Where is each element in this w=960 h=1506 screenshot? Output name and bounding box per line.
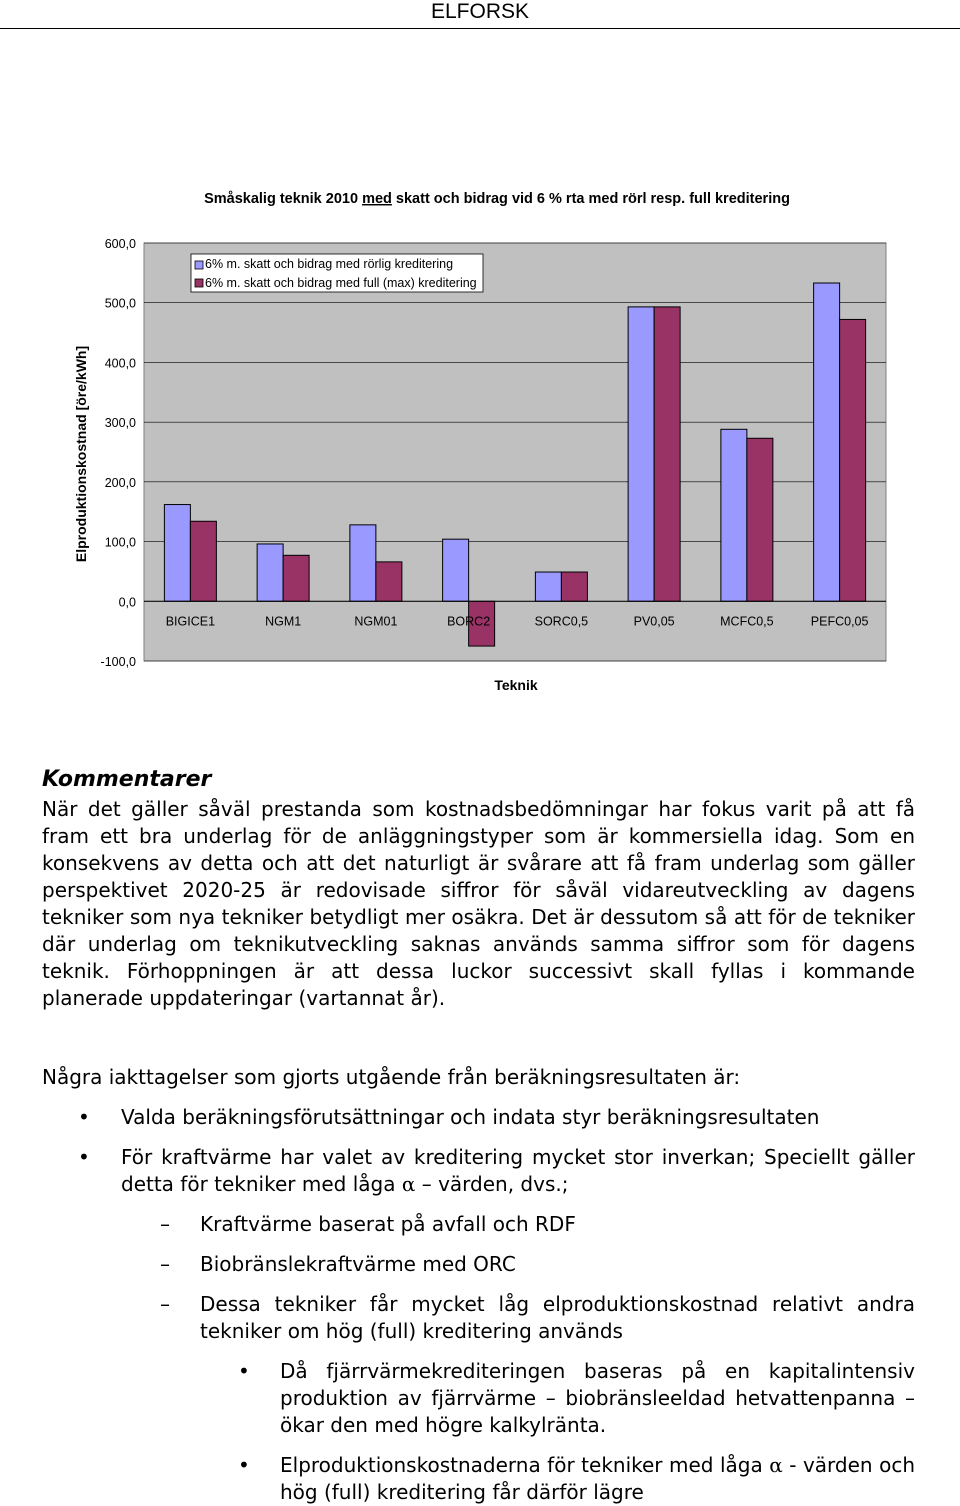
x-tick-label: BIGICE1 bbox=[165, 614, 216, 629]
comments-paragraph: När det gäller såväl prestanda som kostnadsbedömningar har fokus varit på att få fram ett bra underlag för de anläggningstyper som är kommersiella idag. Som en konsekvens av detta och att det naturligt är svårare att få fram underlag som gäller perspektivet 2020-25 är redovisade siffror för såväl vidareutveckling av dagens tekniker som nya tekniker betydligt mer osäkra. Det är dessutom så att för de tekniker där underlag om teknikutveckling saknas används samma siffror som för dagens teknik. Förhoppningen är att dessa luckor successivt skall fyllas i kommande planerade uppdateringar (vartannat år). bbox=[42, 797, 915, 1010]
x-axis-label: Teknik bbox=[494, 677, 538, 693]
plot-area bbox=[144, 243, 886, 661]
bullet-item-2: För kraftvärme har valet av kreditering mycket stor inverkan; Speciellt gäller detta för tekniker med låga α – värden, dvs.; bbox=[121, 1145, 915, 1196]
legend-swatch-series-1 bbox=[195, 261, 203, 269]
x-tick-label: NGM01 bbox=[354, 614, 398, 629]
bullet-item-1: Valda beräkningsförutsättningar och indata styr beräkningsresultaten bbox=[121, 1105, 820, 1129]
y-tick-label: 0,0 bbox=[118, 595, 136, 610]
sub-bullet-marker: • bbox=[238, 1359, 250, 1383]
dash-marker: – bbox=[160, 1252, 170, 1276]
y-tick-label: 400,0 bbox=[104, 356, 136, 371]
bar-full-pv005 bbox=[654, 307, 680, 601]
bar-rorlig-ngm1 bbox=[257, 544, 283, 601]
sub-bullet-item-1: Då fjärrvärmekrediteringen baseras på en kapitalintensiv produktion av fjärrvärme – biobränsleeldad hetvattenpanna – ökar den med högre kalkylränta. bbox=[280, 1359, 915, 1437]
bar-chart bbox=[0, 180, 960, 710]
bar-full-sorc05 bbox=[561, 572, 587, 601]
bar-rorlig-pefc005 bbox=[814, 283, 840, 601]
x-tick-label: PEFC0,05 bbox=[810, 614, 869, 629]
bullet-marker: • bbox=[78, 1145, 90, 1169]
bar-rorlig-bigice1 bbox=[164, 505, 190, 602]
comments-heading: Kommentarer bbox=[42, 767, 212, 792]
y-tick-label: -100,0 bbox=[100, 655, 136, 669]
observations-intro: Några iakttagelser som gjorts utgående från beräkningsresultaten är: bbox=[42, 1065, 741, 1089]
sub-bullet-marker: • bbox=[238, 1453, 250, 1477]
x-tick-label: MCFC0,5 bbox=[720, 614, 774, 629]
y-tick-label: 100,0 bbox=[104, 535, 136, 550]
bar-full-pefc005 bbox=[840, 319, 866, 601]
bar-full-mcfc05 bbox=[747, 438, 773, 601]
y-tick-label: 200,0 bbox=[104, 475, 136, 490]
bar-rorlig-borc2 bbox=[443, 539, 469, 601]
dash-item-3: Dessa tekniker får mycket låg elproduktionskostnad relativt andra tekniker om hög (full) kreditering används bbox=[200, 1292, 915, 1343]
dash-marker: – bbox=[160, 1292, 170, 1316]
y-tick-label: 300,0 bbox=[104, 416, 136, 431]
alpha-symbol: α bbox=[769, 1453, 783, 1477]
legend-label-series-2: 6% m. skatt och bidrag med full (max) kreditering bbox=[205, 276, 477, 290]
dash-item-2: Biobränslekraftvärme med ORC bbox=[200, 1252, 516, 1276]
y-tick-label: 600,0 bbox=[104, 237, 136, 251]
bar-full-ngm01 bbox=[376, 562, 402, 601]
alpha-symbol: α bbox=[401, 1172, 416, 1196]
x-tick-label: NGM1 bbox=[265, 614, 302, 629]
sub-bullet-item-2: Elproduktionskostnaderna för tekniker med låga α - värden och hög (full) kreditering får därför lägre bbox=[280, 1453, 915, 1504]
x-tick-label: BORC2 bbox=[447, 614, 491, 629]
x-tick-label: SORC0,5 bbox=[534, 614, 589, 629]
y-axis-ticks bbox=[101, 237, 137, 669]
legend-swatch-series-2 bbox=[195, 279, 203, 287]
bar-rorlig-mcfc05 bbox=[721, 429, 747, 601]
bullet-marker: • bbox=[78, 1105, 90, 1129]
chart-title: Småskalig teknik 2010 med skatt och bidrag vid 6 % rta med rörl resp. full kreditering bbox=[204, 191, 790, 207]
bar-rorlig-ngm01 bbox=[350, 525, 376, 601]
dash-marker: – bbox=[160, 1212, 170, 1236]
dash-item-1: Kraftvärme baserat på avfall och RDF bbox=[200, 1212, 576, 1236]
header-title: ELFORSK bbox=[430, 0, 530, 23]
x-tick-label: PV0,05 bbox=[633, 614, 675, 629]
bar-full-ngm1 bbox=[283, 555, 309, 601]
bar-rorlig-pv005 bbox=[628, 307, 654, 601]
bar-rorlig-sorc05 bbox=[535, 572, 561, 601]
bar-full-bigice1 bbox=[190, 521, 216, 601]
page-header bbox=[0, 0, 960, 29]
y-axis-label: Elproduktionskostnad [öre/kWh] bbox=[73, 345, 89, 563]
y-tick-label: 500,0 bbox=[104, 296, 136, 311]
legend bbox=[191, 254, 483, 292]
legend-label-series-1: 6% m. skatt och bidrag med rörlig kreditering bbox=[205, 257, 454, 271]
